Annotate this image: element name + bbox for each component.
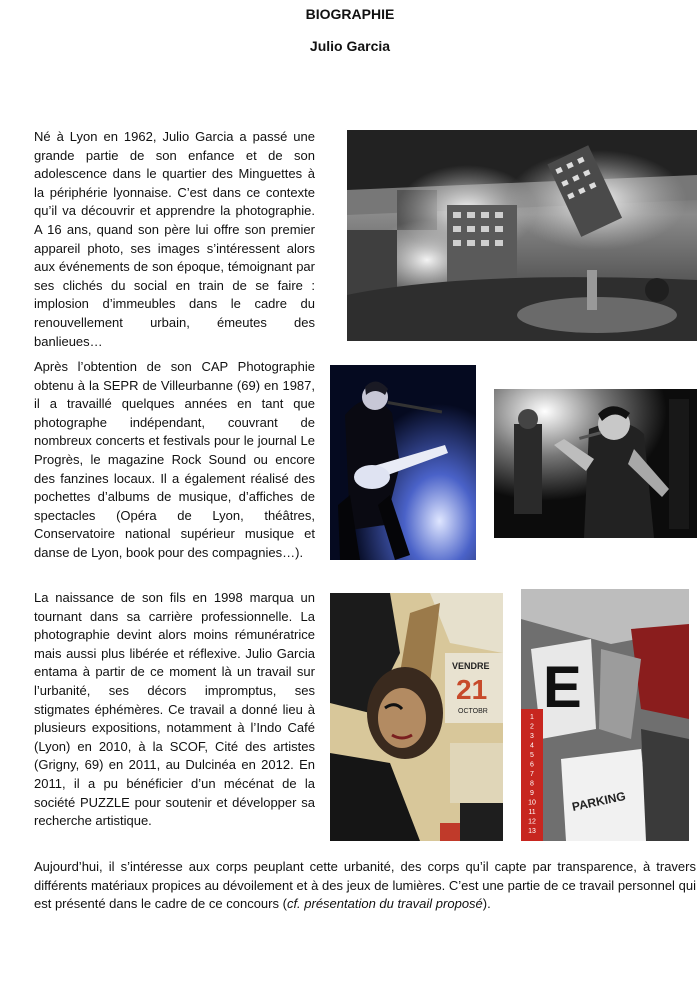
poster-month: OCTOBR [458, 708, 488, 715]
poster-number: 2 [530, 723, 534, 731]
photo-poster-collage-woman [330, 593, 503, 841]
poster-number: 13 [528, 828, 536, 835]
bio-paragraph-1: Né à Lyon en 1962, Julio Garcia a passé une grande partie de son enfance et de son adolescence dans le quartier des Minguettes à la périphérie lyonnaise. C’est dans ce contexte qu’il va découvrir et apprendre la photographie. A 16 ans, quand son père lui offre son premier appareil photo, ses images s’intéressent alors aux événements de son époque, témoignant par ses clichés du social en train de se faire : implosion d’immeubles dans le cadre du renouvellement urbain, émeutes des banlieues… [34, 129, 315, 349]
poster-word-vendre: VENDRE [452, 661, 490, 671]
poster-number: 1 [530, 714, 534, 721]
poster-number: 8 [530, 780, 534, 788]
bio-paragraph-3: La naissance de son fils en 1998 marqua un tournant dans sa carrière professionnelle. La photographie devint alors moins rémunératrice mais aussi plus libérée et réflexive. Julio Garcia entama à partir de ce moment là un travail sur l’urbanité, ses décors impromptus, ses stigmates éphémères. Ce travail a donné lieu à plusieurs expositions, notamment à l’Indo Café (Lyon) en 2010, à la SCOF, Cité des artistes (Grigny, 69) en 2011, au Dulcinéa en 2012. En 2011, il a pu bénéficier d’un mécénat de la société PUZZLE pour soutenir et développer sa recherche artistique. [34, 590, 315, 829]
bio-paragraph-4-text: Aujourd’hui, il s’intéresse aux corps peuplant cette urbanité, des corps qu’il capte par transparence, à travers différents matériaux propices au dévoilement et à des jeux de lumières. C’est une partie de ce travail personnel qui est présenté dans le cadre de ce concours ( [34, 859, 696, 912]
photo-torn-posters-parking [521, 589, 689, 841]
bio-paragraph-4-italic: cf. présentation du travail proposé [286, 896, 483, 912]
poster-number: 3 [530, 733, 534, 740]
poster-number: 10 [528, 799, 536, 807]
photo-building-implosion [347, 130, 697, 341]
poster-number: 11 [528, 809, 536, 816]
poster-number: 12 [528, 818, 536, 826]
poster-number: 5 [530, 752, 534, 759]
poster-day-number: 21 [456, 674, 488, 705]
poster-word-parking: PARKING [570, 788, 627, 814]
photo-concert-singer [494, 389, 697, 538]
poster-letter: E [543, 655, 582, 720]
poster-number: 4 [530, 742, 534, 750]
photo-concert-guitarist [330, 365, 476, 560]
poster-number: 6 [530, 761, 534, 769]
page-title: BIOGRAPHIE [305, 6, 395, 22]
poster-number: 9 [530, 790, 534, 797]
poster-number: 7 [530, 771, 534, 778]
author-name: Julio Garcia [309, 38, 391, 54]
bio-paragraph-4-end: ). [482, 896, 491, 912]
bio-paragraph-2: Après l’obtention de son CAP Photographie obtenu à la SEPR de Villeurbanne (69) en 1987, il a travaillé quelques années en tant que photographe indépendant, couvrant de nombreux concerts et festivals pour le journal Le Progrès, le magazine Rock Sound ou encore des fanzines locaux. Il a également réalisé des pochettes d’albums de musique, d’affiches de spectacles (Opéra de Lyon, théâtres, Conservatoire national supérieur musique et danse de Lyon, book pour des compagnies…). [34, 359, 315, 560]
bio-paragraph-4 [34, 858, 696, 914]
